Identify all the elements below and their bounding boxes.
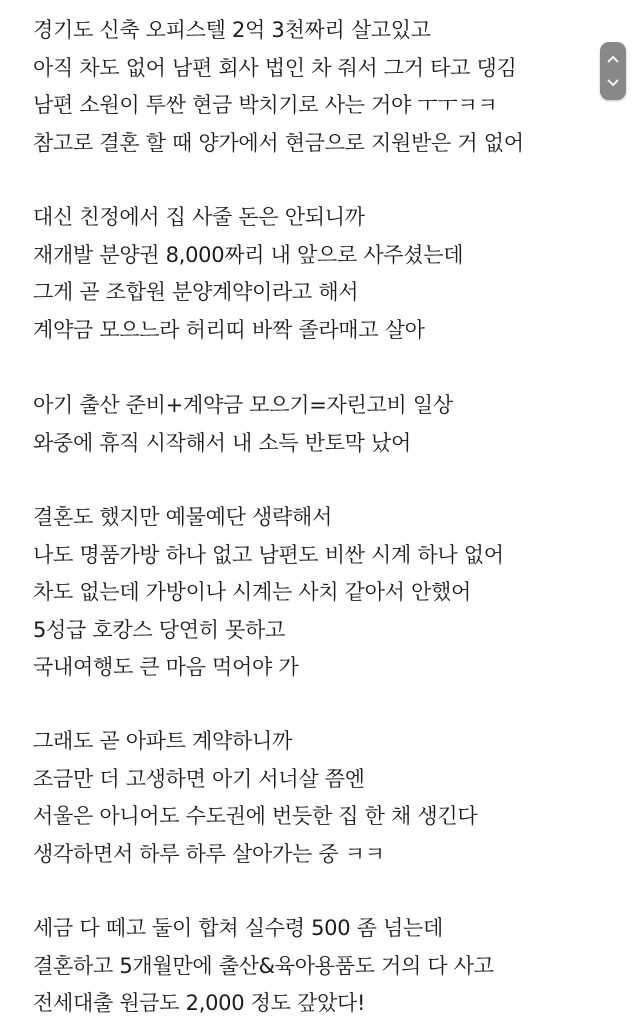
text-line: 결혼하고 5개월만에 출산&육아용품도 거의 다 사고 [33, 953, 494, 978]
text-line: 재개발 분양권 8,000짜리 내 앞으로 사주셨는데 [33, 242, 464, 267]
text-line: 5성급 호캉스 당연히 못하고 [33, 617, 286, 642]
text-line: 아기 출산 준비+계약금 모으기=자린고비 일상 [33, 393, 453, 417]
paragraph [33, 199, 463, 349]
text-line: 그게 곧 조합원 분양계약이라고 해서 [33, 280, 359, 305]
paragraph [33, 910, 494, 1023]
text-line: 세금 다 떼고 둘이 합쳐 실수령 500 좀 넘는데 [33, 916, 443, 940]
text-line: 와중에 휴직 시작해서 내 소득 반토막 났어 [33, 430, 412, 455]
paragraph [33, 499, 504, 687]
text-line: 나도 명품가방 하나 없고 남편도 비싼 시계 하나 없어 [33, 542, 504, 567]
text-line: 서울은 아니어도 수도권에 번듯한 집 한 채 생긴다 [33, 804, 478, 829]
paragraph [33, 723, 477, 873]
chevron-up-icon[interactable] [600, 51, 626, 67]
text-line: 조금만 더 고생하면 아기 서너살 쯤엔 [33, 766, 365, 791]
paragraph [33, 387, 453, 462]
text-line: 차도 없는데 가방이나 시계는 사치 같아서 안했어 [33, 580, 471, 605]
text-line: 국내여행도 큰 마음 먹어야 가 [33, 655, 299, 680]
text-line: 생각하면서 하루 하루 살아가는 중 ㅋㅋ [33, 841, 385, 866]
scroll-control[interactable] [600, 42, 626, 100]
paragraph [33, 12, 524, 162]
text-line: 그래도 곧 아파트 계약하니까 [33, 729, 292, 753]
chevron-down-icon[interactable] [600, 75, 626, 91]
text-line: 전세대출 원금도 2,000 정도 갚았다! [33, 991, 366, 1016]
text-line: 결혼도 했지만 예물예단 생략해서 [33, 505, 332, 529]
text-line: 남편 소원이 투싼 현금 박치기로 사는 거야 ㅜㅜㅋㅋ [33, 93, 498, 118]
text-line: 경기도 신축 오피스텔 2억 3천짜리 살고있고 [33, 18, 431, 42]
text-line: 대신 친정에서 집 사줄 돈은 안되니까 [33, 205, 365, 229]
text-line: 참고로 결혼 할 때 양가에서 현금으로 지원받은 거 없어 [33, 130, 524, 155]
text-line: 아직 차도 없어 남편 회사 법인 차 줘서 그거 타고 댕김 [33, 55, 517, 80]
text-line: 계약금 모으느라 허리띠 바짝 졸라매고 살아 [33, 317, 425, 342]
